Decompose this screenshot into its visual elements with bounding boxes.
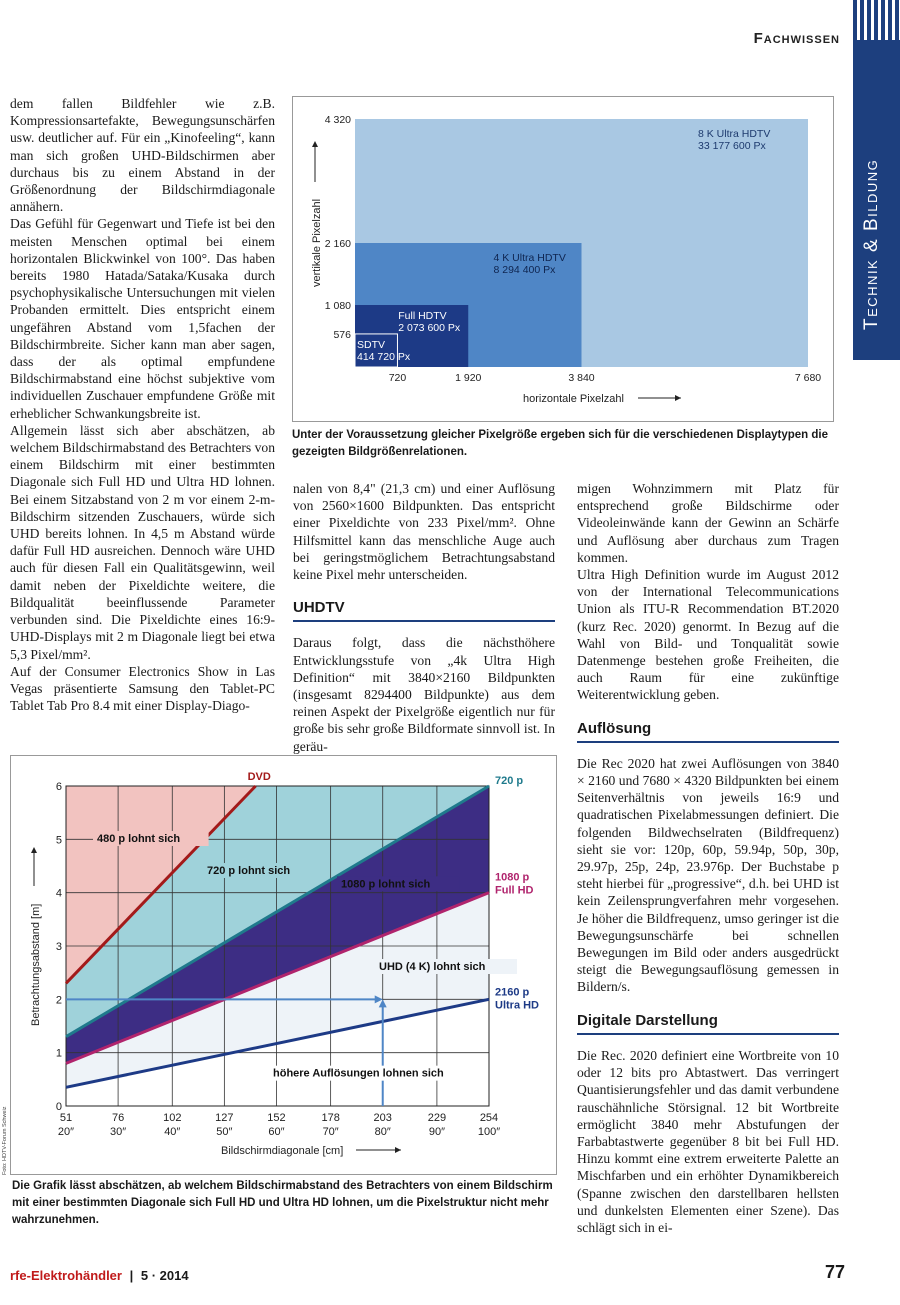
x-tick-in: 100″: [477, 1126, 501, 1138]
paragraph: Allgemein lässt sich aber abschätzen, ab welchem Bildschirmabstand des Betrachters von einem Bildschirm mit einer bestimmten Diagonale sich Full HD und Ultra HD lohnen. Bei einem Sitzabstand von 2 m vor einem 2-m-Bildschirm sitzenden Zuschauers, würde sich UHD bereits lohnen. In 4,5 m Abstand würde dafür Full HD ausreichen. Dennoch wäre UHD auch für diesen Fall ein Qualitätsgewinn, weil damit neben der Pixeldichte weitere, die Bildqualität beeinflussende Parameter verbunden sind. Die Pixeldichte eines 16:9-UHD-Displays mit 2 m Diagonale liegt bei etwa 5,3 Pixel/mm².: [10, 422, 276, 662]
x-tick-in: 90″: [428, 1126, 445, 1138]
paragraph: nalen von 8,4" (21,3 cm) und einer Auflösung von 2560×1600 Bildpunkten. Das entspricht einer Pixeldichte von 233 Pixel/mm². Ohne Hilfsmittel kann das menschliche Auge auch bei geringstmöglichem Betrachtungsabstand keine Pixel mehr unterscheiden.: [293, 481, 555, 583]
series-label-1080p: 1080 p: [495, 871, 530, 884]
y-tick-label: 4 320: [324, 114, 351, 126]
rect-label-2: Full HDTV: [398, 310, 447, 322]
rect-pixels-2: 2 073 600 Px: [398, 322, 461, 334]
y-tick-label: 6: [55, 781, 62, 793]
issue-number: 5 · 2014: [140, 1268, 189, 1283]
paragraph: Die Rec. 2020 definiert eine Wortbreite von 10 oder 12 bits pro Abtastwert. Das verringert Quantisierungsfehler und das damit verbundene rauschähnliche Störsignal. 12 bit Wortbreite ermöglicht 3840 mehr Abstufungen der Farbabtastwerte gegenüber 8 bit bei Full HD. Hinzu kommt eine extrem erweiterte Palette an Mischfarben und ein erhöhter Dynamikbereich (Spanne zwischen den darstellbaren hellsten und dunkelsten Elementen einer Szene). Das schlägt sich in ei-: [577, 1047, 839, 1235]
x-tick-in: 60″: [268, 1126, 285, 1138]
paragraph: migen Wohnzimmern mit Platz für entsprechend große Bildschirme oder Videoleinwände kann der Gewinn an Schärfe und Auflösung aber durchaus zum Tragen kommen.: [577, 481, 839, 565]
section-label: Fachwissen: [753, 30, 840, 47]
series-label-720p: 720 p: [495, 775, 524, 787]
column-right: [577, 480, 839, 1236]
region-label-4: höhere Auflösungen lohnen sich: [273, 1067, 444, 1080]
rect-pixels-1: 8 294 400 Px: [493, 264, 556, 276]
y-tick-label: 2: [55, 994, 62, 1007]
y-tick-label: 576: [333, 328, 351, 341]
y-axis-label: vertikale Pixelzahl: [311, 198, 323, 287]
series-label-dvd: DVD: [247, 771, 271, 783]
x-tick-cm: 102: [163, 1112, 182, 1124]
x-tick-label: 3 840: [568, 372, 595, 384]
y-tick-label: 3: [55, 941, 62, 953]
y-axis-arrowhead: [312, 141, 318, 147]
footer-magazine: [10, 1268, 189, 1283]
chart-resolution: [293, 97, 833, 421]
paragraph: Daraus folgt, dass die nächsthöhere Entwicklungsstufe von „4k Ultra High Definition“ mit 3840×2160 Bildpunkten (insgesamt 8294400 Bildpunkte) aus dem reinen Aspekt der Pixelgröße eigentlich nur für große bis sehr große Bildformate sinnvoll ist. In geräu-: [293, 635, 555, 754]
y-tick-label: 2 160: [324, 238, 351, 250]
x-axis-arrowhead: [395, 1147, 401, 1153]
rect-pixels-0: 33 177 600 Px: [698, 140, 766, 152]
rect-pixels-3: 414 720 Px: [357, 350, 411, 363]
series-label-ultrahd: Ultra HD: [495, 999, 540, 1012]
side-tab-label: Technik & Bildung: [861, 158, 882, 330]
paragraph: Auf der Consumer Electronics Show in Las Vegas präsentierte Samsung den Tablet-PC Tablet Tab Pro 8.4 mit einer Display-Diago-: [10, 663, 275, 714]
y-tick-label: 4: [55, 887, 62, 900]
x-axis-label: Bildschirmdiagonale [cm]: [221, 1145, 344, 1157]
y-tick-label: 1 080: [324, 300, 351, 312]
x-tick-in: 80″: [374, 1126, 391, 1138]
series-label-fullhd: Full HD: [495, 884, 534, 897]
rect-label-1: 4 K Ultra HDTV: [493, 252, 566, 264]
region-label-0: 480 p lohnt sich: [97, 833, 181, 845]
photo-credit: Foto: HDTV-Forum Schweiz: [2, 1106, 8, 1175]
paragraph: dem fallen Bildfehler wie z.B. Kompressionsartefakte, Bewegungsunschärfen usw. deutlicher auf. Für ein „Kinofeeling“, kann man sich großen UHD-Bildschirmen aber durchaus bis zu einem Abstand in der Größenordnung der Bildschirmdiagonale annähern.: [10, 96, 275, 215]
x-axis-label: horizontale Pixelzahl: [523, 393, 624, 405]
x-tick-in: 40″: [164, 1126, 181, 1138]
x-tick-cm: 51: [59, 1112, 73, 1124]
x-tick-cm: 229: [427, 1112, 447, 1124]
rect-label-0: 8 K Ultra HDTV: [698, 128, 771, 140]
column-left: [10, 95, 275, 714]
x-tick-cm: 127: [215, 1112, 234, 1124]
paragraph: Die Rec 2020 hat zwei Auflösungen von 3840 × 2160 und 7680 × 4320 Bildpunkten bei einem Seitenverhältnis von jeweils 16:9 und quadratischen Pixelabmessungen definiert. Die folgenden Bildwechselraten (Bildfrequenz) sieht sie vor: 120p, 60p, 59.94p, 50p, 30p, 29.97p, 25p, 24p, 23.976p. Der Buchstabe p steht hierbei für „progressive“, d.h. bei UHD ist kein Zeilensprungverfahren mehr vorgesehen. Je höher die Bildfrequenz, umso geringer ist die Bewegungsunschärfe bei schnellen Bewegungen im Bild oder anders ausgedrückt steigt die Bewegungsauflösung gemessen in Bildern/s.: [577, 755, 839, 995]
x-tick-cm: 152: [267, 1112, 286, 1124]
page-number: 77: [824, 1262, 845, 1282]
x-tick-in: 20″: [57, 1126, 75, 1138]
figure-2: [10, 755, 557, 1175]
heading-aufloesung: Auflösung: [577, 720, 839, 743]
x-tick-in: 70″: [322, 1126, 339, 1138]
x-tick-label: 7 680: [794, 372, 822, 384]
x-tick-cm: 76: [111, 1112, 125, 1124]
x-tick-cm: 203: [373, 1112, 392, 1124]
x-tick-label: 1 920: [455, 372, 482, 384]
y-tick-label: 5: [55, 834, 62, 847]
region-label-2: 1080 p lohnt sich: [341, 878, 431, 891]
paragraph: Das Gefühl für Gegenwart und Tiefe ist bei den meisten Menschen optimal bei einem horizontalen Blickwinkel von 100°. Das haben bereits 1980 Hatada/Sataka/Kusaka durch psychophysikalische Untersuchungen mit vielen Probanden ermittelt. Dies entspricht einem ungefähren Abstand vom 1,5fachen der Bildschirmbreite. Sicher kann man aber sagen, dass der als optimal empfundene Bildschirmabstand eine höchst subjektive vom individuellen Zuschauer empfundene Größe mit erheblicher Schwankungsbreite ist.: [10, 216, 275, 421]
x-tick-cm: 178: [321, 1112, 340, 1124]
chart-viewing-distance: [11, 756, 556, 1174]
heading-uhdtv: UHDTV: [293, 599, 555, 622]
x-tick-in: 50″: [216, 1126, 233, 1138]
region-label-1: 720 p lohnt sich: [207, 865, 291, 877]
y-tick-label: 0: [55, 1101, 62, 1113]
footer-separator: |: [129, 1268, 134, 1283]
side-tab: [853, 0, 900, 360]
y-axis-arrowhead: [31, 847, 37, 853]
region-label-3: UHD (4 K) lohnt sich: [379, 961, 486, 973]
column-mid: [293, 480, 555, 755]
x-tick-in: 30″: [110, 1126, 127, 1138]
rect-label-3: SDTV: [357, 338, 386, 351]
x-tick-label: 720: [388, 372, 407, 384]
paragraph: Ultra High Definition wurde im August 2012 von der International Telecommunications Union als ITU-R Recommendation BT.2020 (kurz Rec. 2020) genormt. In Bezug auf die Wahl von Bild- und Tonqualität sowie Datenmenge bestehen große Freiheiten, die auch Raum für eine zukünftige Weiterentwicklung geben.: [577, 567, 839, 703]
y-tick-label: 1: [55, 1047, 62, 1060]
series-label-2160p: 2160 p: [495, 986, 530, 999]
figure-1-caption: Unter der Voraussetzung gleicher Pixelgröße ergeben sich für die verschiedenen Displaytypen die gezeigten Bildgrößenrelationen.: [292, 429, 828, 458]
figure-2-caption: Die Grafik lässt abschätzen, ab welchem Bildschirmabstand des Betrachters von einem Bildschirm mit einer bestimmten Diagonale sich Full HD und Ultra HD lohnen, um die Pixelstruktur nicht mehr wahrzunehmen.: [12, 1180, 553, 1226]
x-axis-arrowhead: [675, 395, 681, 401]
x-tick-cm: 254: [479, 1112, 499, 1124]
side-tab-stripes: [853, 0, 900, 40]
figure-1: [292, 96, 834, 422]
y-axis-label: Betrachtungsabstand [m]: [30, 903, 42, 1026]
magazine-name: rfe-Elektrohändler: [10, 1268, 122, 1283]
heading-digitale-darstellung: Digitale Darstellung: [577, 1012, 839, 1035]
